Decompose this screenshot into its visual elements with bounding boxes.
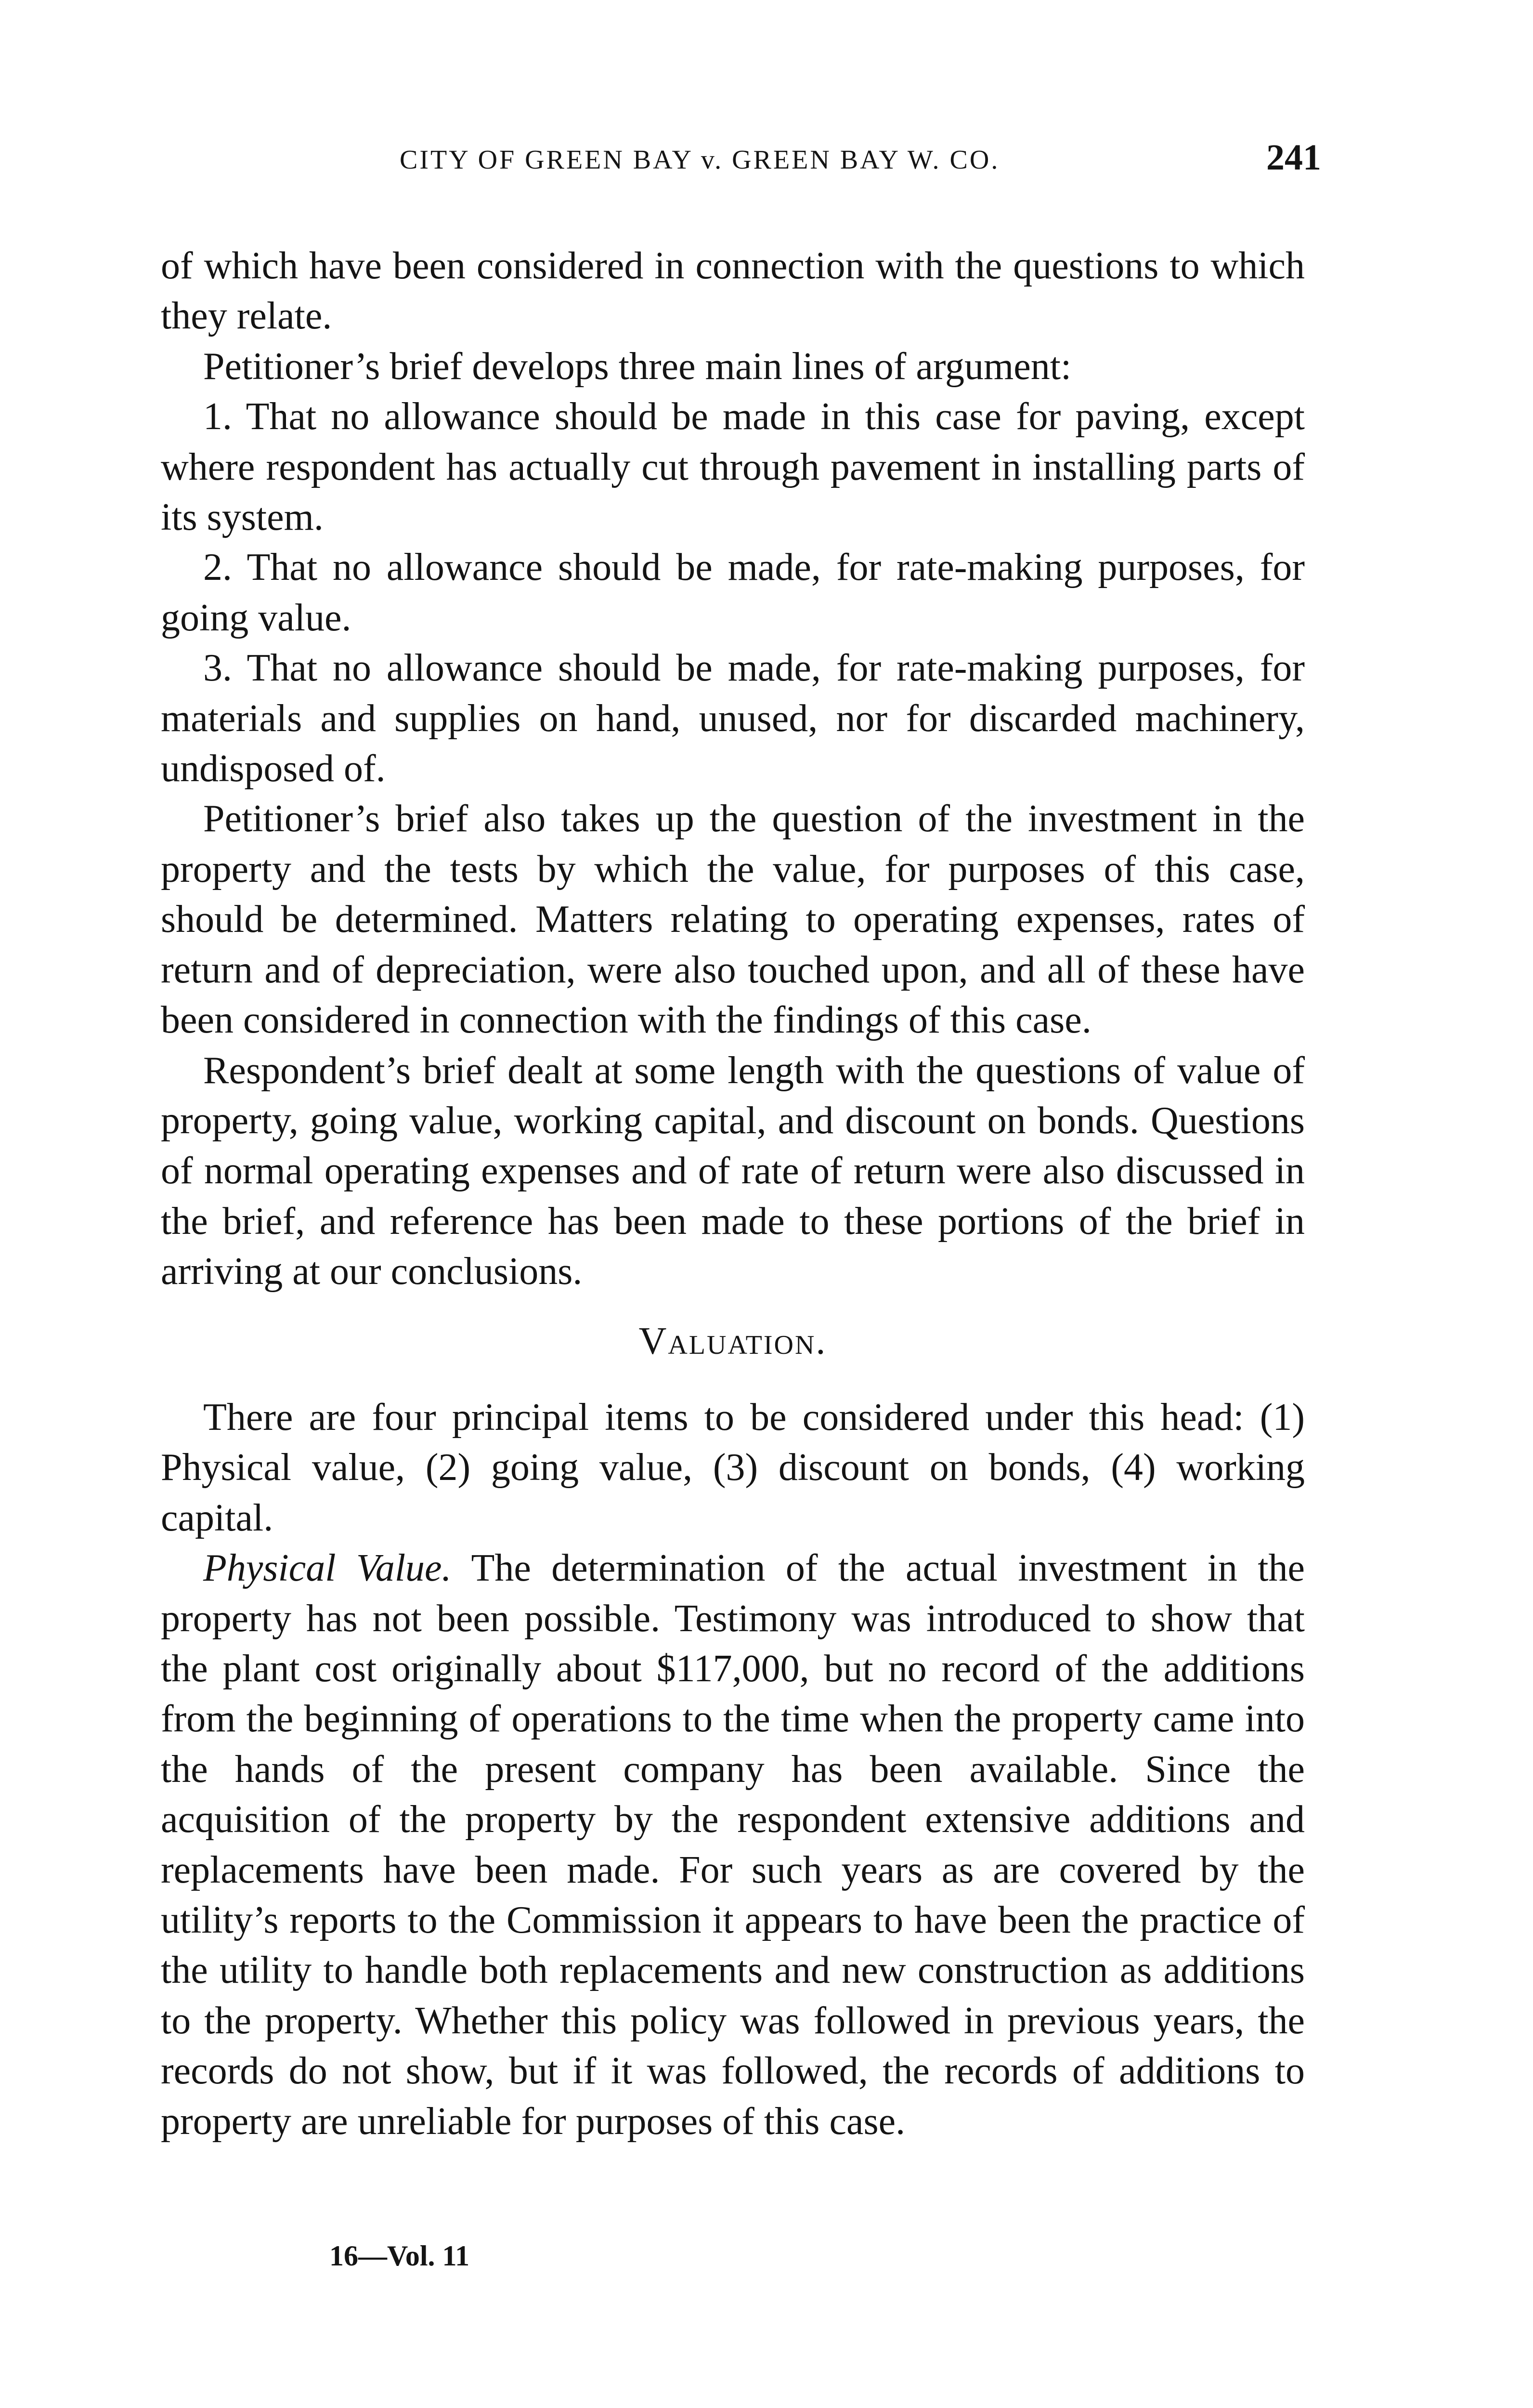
paragraph-respondent-brief: Respondent’s brief dealt at some length with the questions of value of property, going value, working capital, and discount on bonds. Questions of normal operating expenses and of rate of return were also discussed in the brief, and reference has been made to these portions of the brief in arriving at our conclusions. <box>161 1049 1305 1293</box>
paragraph-petitioner-investment: Petitioner’s brief also takes up the question of the investment in the property and the tests by which the value, for purposes of this case, should be determined. Matters relating to operating expenses, rates of return and of depreciation, were also touched upon, and all of these have been considered in connection with the findings of this case. <box>161 798 1305 1042</box>
physical-value-lead: Physical Value. <box>203 1547 452 1590</box>
signature-mark: 16—Vol. 11 <box>329 2240 470 2272</box>
section-heading-valuation: Valuation. <box>638 1320 827 1362</box>
running-header-title: CITY OF GREEN BAY v. GREEN BAY W. CO. <box>400 145 1000 175</box>
paragraph-petitioner-intro: Petitioner’s brief develops three main lines of argument: <box>203 345 1072 388</box>
paragraph-argument-2: 2. That no allowance should be made, for rate-making purposes, for going value. <box>161 546 1305 639</box>
physical-value-text: The determination of the actual investment in the property has not been possible. Testimony was introduced to show that the plant cost originally about $117,000, but no record of the additions from the beginning of operations to the time when the property came into the hands of the present company has been available. Since the acquisition of the property by the respondent extensive additions and replacements have been made. For such years as are covered by the utility’s reports to the Commission it appears to have been the practice of the utility to handle both replacements and new construction as additions to the property. Whether this policy was followed in previous years, the records do not show, but if it was followed, the records of additions to property are unreliable for purposes of this case. <box>161 1547 1305 2143</box>
paragraph-argument-1: 1. That no allowance should be made in this case for paving, except where respondent has actually cut through pavement in installing parts of its system. <box>161 395 1305 539</box>
paragraph-continuation: of which have been considered in connection with the questions to which they relate. <box>161 245 1305 338</box>
paragraph-four-items: There are four principal items to be considered under this head: (1) Physical value, (2) going value, (3) discount on bonds, (4) working capital. <box>161 1396 1305 1539</box>
body-text <box>161 241 1305 2146</box>
paragraph-physical-value <box>161 1543 1305 2146</box>
page-number: 241 <box>1266 137 1321 178</box>
paragraph-argument-3: 3. That no allowance should be made, for rate-making purposes, for materials and supplies on hand, unused, nor for discarded machinery, undisposed of. <box>161 647 1305 790</box>
